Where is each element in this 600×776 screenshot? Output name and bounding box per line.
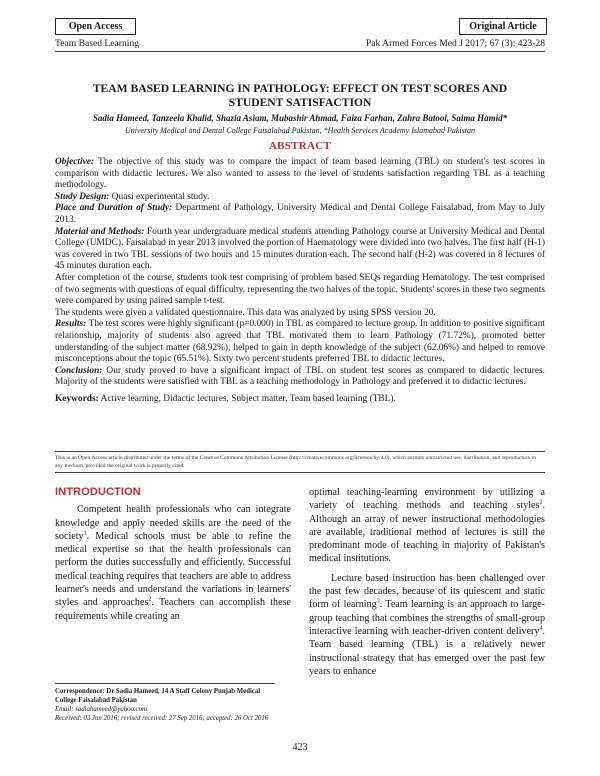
intro-text: . Although an array of newer instructional methodologies are available, traditional method of lectures is still the predominant mode of teaching in majority of Pakistan's medical institutions.: [309, 500, 545, 565]
methods-label: Material and Methods:: [55, 226, 145, 237]
intro-paragraph-1: [55, 503, 291, 623]
correspondence-line: Correspondence: Dr Sadia Hameed, 14 A Staff Colony Punjab Medical College Faisalabad Pakistan: [55, 688, 261, 704]
keywords: [55, 394, 545, 406]
abstract-methods: [55, 227, 545, 273]
abstract-body: [55, 157, 545, 405]
ref-marker: 2: [148, 597, 152, 604]
correspondence-footnote: [55, 683, 275, 723]
original-article-badge: Original Article: [459, 18, 547, 35]
intro-text: . Team learning is an approach to large-group teaching that combines the strengths of small-group interactive learning with teacher-driven content delivery: [309, 599, 545, 637]
open-access-badge: Open Access: [55, 18, 136, 35]
intro-text: Competent health professionals who can integrate knowledge and apply needed skills are the need of the society: [55, 504, 291, 542]
ref-marker: 4: [539, 625, 543, 632]
page-number: 423: [292, 742, 308, 753]
ref-marker: 3: [376, 599, 380, 606]
place-text: Department of Pathology, University Medical and Dental College Faisalabad, from May to July 2013.: [55, 203, 545, 225]
objective-label: Objective:: [55, 157, 95, 167]
author-list: Sadia Hameed, Tanzeela Khalid, Shazia Aslam, Mubashir Ahmad, Faiza Farhan, Zahra Batool, Saima Hamid*: [92, 113, 508, 123]
abstract-conclusion: [55, 366, 545, 389]
dates-line: Received: 03 Jun 2016; revised received: 27 Sep 2016; accepted: 26 Oct 2016: [55, 715, 269, 722]
keywords-label: Keywords:: [55, 393, 99, 404]
keywords-text: Active learning, Didactic lectures, Subject matter, Team based learning (TBL).: [98, 393, 396, 404]
abstract-design: [55, 192, 545, 204]
abstract-place: [55, 203, 545, 226]
license-notice: This is an Open Access article distributed under the terms of the Creative Commons Attribution License (http://creativecommons.org/licenses/by/4.0), which permits unrestricted use, distribution, and reproduction in any medium, provided the original work is properly cited.: [55, 455, 537, 469]
intro-paragraph-continued: [309, 486, 545, 566]
conclusion-text: Our study proved to have a significant impact of TBL on student test scores as compared to didactic lectures. Majority of the students were satisfied with TBL as a teaching methodology in Pathology and preferred it to didactic lectures.: [55, 365, 545, 388]
abstract-results: [55, 319, 545, 365]
design-text: Quasi experimental study.: [109, 191, 210, 202]
abstract-methods-p2: After completion of the course, students took test comprising of problem based SEQs regarding Hematology. The test comprised of two segments with questions of equal difficulty, representing the two halves of the topic. Students' scores in these two segments were compared by using paired sample t-test.: [55, 272, 545, 307]
running-header-right: Pak Armed Forces Med J 2017; 67 (3): 423-28: [365, 38, 545, 49]
intro-text: optimal teaching-learning environment by utilizing a variety of teaching methods and teaching styles: [309, 487, 545, 512]
license-rule-bottom: [55, 472, 545, 473]
abstract-methods-p3: The students were given a validated questionnaire. This data was analyzed by using SPSS version 20.: [55, 307, 436, 318]
intro-text: . Team based learning (TBL) is a relatively newer instructional strategy that has emerged over the past few years to enhance: [309, 625, 545, 677]
body-column-left: [55, 486, 291, 623]
ref-marker: 2: [539, 499, 543, 506]
conclusion-label: Conclusion:: [55, 365, 103, 376]
results-text: The test scores were highly significant (p=0.000) in TBL as compared to lecture group. In addition to positive significant relationship, majority of students also agreed that TBL motivated them to learn Pathology (71.72%), promoted better understanding of the subject matter (68.92%), helped to gain in depth knowledge of the subject (62.06%) and helped to remove misconceptions about the topic (65.51%). Sixty two percent students preferred TBL to didactic lectures.: [55, 319, 545, 365]
design-label: Study Design:: [55, 191, 110, 202]
body-column-right: [309, 486, 545, 678]
results-label: Results:: [55, 319, 87, 330]
abstract-heading: ABSTRACT: [268, 140, 332, 152]
article-title: TEAM BASED LEARNING IN PATHOLOGY: EFFECT ON TEST SCORES AND STUDENT SATISFACTION: [92, 82, 508, 109]
intro-text: . Medical schools must be able to refine the medical expertise so that the health professionals can perform the duties successfully and efficiently. Successful medical teaching requires that teachers are able to address learner's needs and understand the variations in learners' styles and approaches: [55, 530, 291, 609]
intro-paragraph-2: [309, 572, 545, 678]
methods-text: Fourth year undergraduate medical students attending Pathology course at University Medical and Dental College (UMDC), Faisalabad in year 2013 involved the portion of Haematology were divided into two halves. The first half (H-1) was covered in two TBL sessions of two hours and 15 minutes duration each. The second half (H-2) was covered in 8 lectures of 45 minutes duration each.: [55, 226, 545, 272]
ref-marker: 1: [83, 530, 87, 537]
email-line: Email: sadiahameed@yahoo.com: [55, 706, 147, 713]
license-rule-top: [55, 451, 545, 452]
running-header-left: Team Based Learning: [55, 38, 140, 49]
header-rule: [55, 51, 545, 52]
objective-text: The objective of this study was to compare the impact of team based learning (TBL) on student's test scores in comparison with didactic lectures. We also wanted to assess to the level of students satisfaction regarding TBL as a teaching methodology.: [55, 157, 545, 191]
abstract-objective: [55, 157, 545, 192]
place-label: Place and Duration of Study:: [55, 203, 173, 214]
introduction-heading: INTRODUCTION: [55, 486, 141, 498]
intro-text: . Teachers can accomplish these requirements while creating an: [55, 597, 291, 622]
affiliation: University Medical and Dental College Faisalabad Pakistan, *Health Services Academy Islamabad Pakistan: [124, 126, 475, 135]
intro-text: Lecture based instruction has been challenged over the past few decades, because of its quiescent and static form of learning: [309, 572, 545, 611]
